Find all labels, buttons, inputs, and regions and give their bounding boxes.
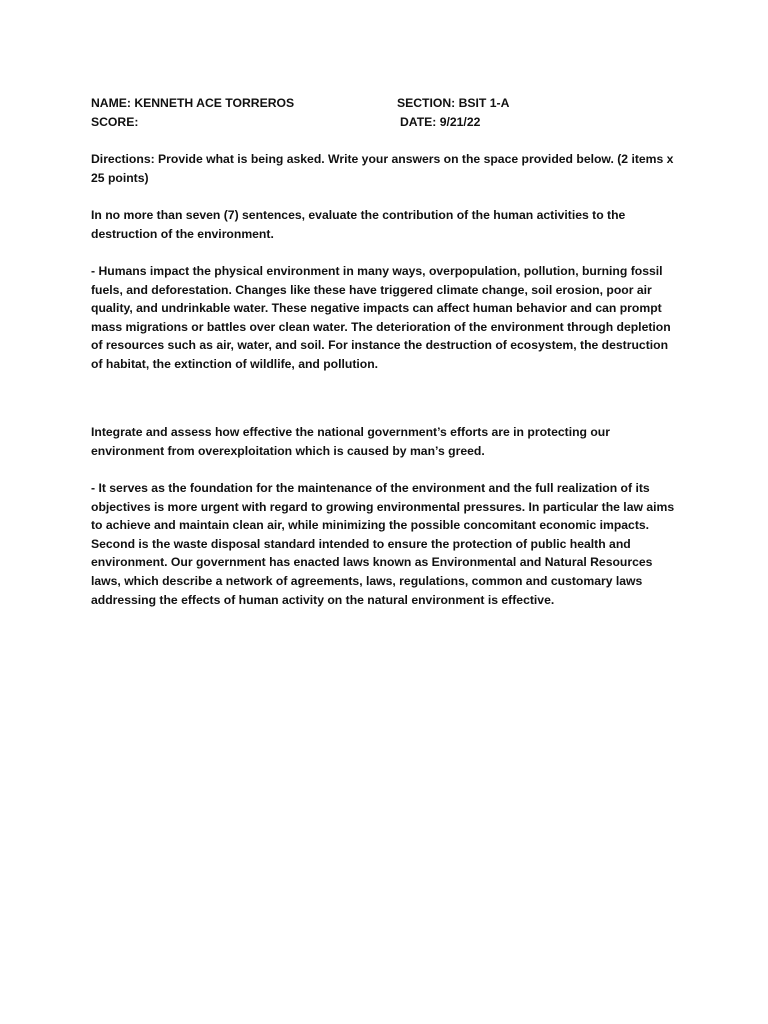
student-section: SECTION: BSIT 1-A (397, 96, 510, 110)
question-2-answer: - It serves as the foundation for the maintenance of the environment and the full realization of its objectives is more urgent with regard to growing environmental pressures. In particular the law aims to achieve and maintain clean air, while minimizing the possible concomitant economic impacts. Second is the waste disposal standard intended to ensure the protection of public health and environment. Our government has enacted laws known as Environmental and Natural Resources laws, which describe a network of agreements, laws, regulations, common and customary laws addressing the effects of human activity on the natural environment is effective. (91, 481, 675, 607)
student-name: NAME: KENNETH ACE TORREROS (91, 96, 295, 110)
question-1-prompt: In no more than seven (7) sentences, evaluate the contribution of the human activities to the destruction of the environment. (91, 208, 626, 241)
score-label: SCORE: (91, 115, 139, 129)
question-1-answer: - Humans impact the physical environment in many ways, overpopulation, pollution, burning fossil fuels, and deforestation. Changes like these have triggered climate change, soil erosion, poor air quality, and undrinkable water. These negative impacts can affect human behavior and can prompt mass migrations or battles over clean water. The deterioration of the environment through depletion of resources such as air, water, and soil. For instance the destruction of ecosystem, the destruction of habitat, the extinction of wildlife, and pollution. (91, 264, 671, 371)
submission-date: DATE: 9/21/22 (400, 115, 481, 129)
question-2-prompt: Integrate and assess how effective the national government’s efforts are in protecting our environment from overexploitation which is caused by man’s greed. (91, 425, 610, 458)
directions-text: Directions: Provide what is being asked. Write your answers on the space provided below. (2 items x 25 points) (91, 152, 674, 185)
